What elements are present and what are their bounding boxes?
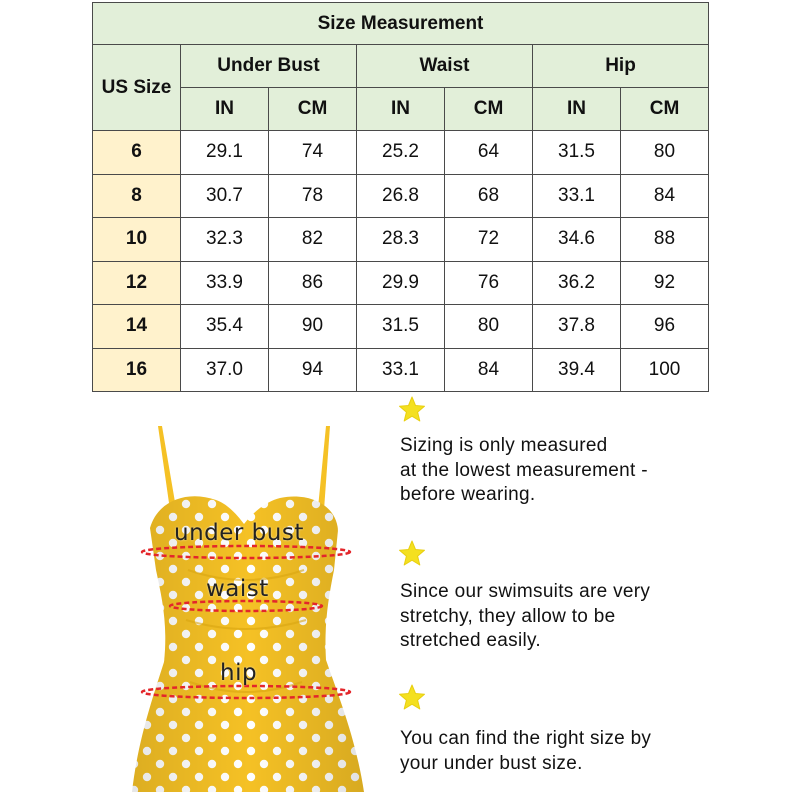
table-cell: 80 — [445, 305, 533, 349]
unit-header: IN — [357, 88, 445, 131]
table-cell: 92 — [621, 261, 709, 305]
note-line: stretched easily. — [400, 630, 541, 651]
table-cell: 74 — [269, 131, 357, 175]
note-sizing — [400, 434, 780, 508]
table-cell: 39.4 — [533, 348, 621, 392]
table-body — [93, 131, 709, 392]
star-icon — [397, 395, 427, 425]
table-cell: 32.3 — [181, 218, 269, 262]
table-cell: 68 — [445, 174, 533, 218]
us-size-header: US Size — [93, 45, 181, 131]
hip-label: hip — [220, 660, 258, 686]
table-cell: 29.9 — [357, 261, 445, 305]
unit-header: CM — [621, 88, 709, 131]
star-icon — [397, 539, 427, 569]
note-line: Since our swimsuits are very — [400, 581, 651, 602]
table-cell: 34.6 — [533, 218, 621, 262]
note-line: your under bust size. — [400, 752, 583, 774]
table-cell: 33.9 — [181, 261, 269, 305]
table-row — [93, 131, 709, 175]
table-cell: 26.8 — [357, 174, 445, 218]
unit-header: IN — [181, 88, 269, 131]
table-title: Size Measurement — [93, 3, 709, 45]
table-cell: 33.1 — [357, 348, 445, 392]
note-line: Sizing is only measured — [400, 435, 608, 456]
table-cell: 30.7 — [181, 174, 269, 218]
under-bust-label: under bust — [174, 520, 304, 546]
table-cell: 31.5 — [357, 305, 445, 349]
swimsuit-illustration — [128, 420, 368, 800]
table-cell: 31.5 — [533, 131, 621, 175]
note-line: You can find the right size by — [400, 728, 652, 749]
note-line: before wearing. — [400, 484, 536, 505]
table-cell: 100 — [621, 348, 709, 392]
us-size-cell: 10 — [93, 218, 181, 262]
table-cell: 36.2 — [533, 261, 621, 305]
note-under-bust — [400, 727, 780, 776]
table-cell: 86 — [269, 261, 357, 305]
table-cell: 76 — [445, 261, 533, 305]
table-row — [93, 174, 709, 218]
table-cell: 96 — [621, 305, 709, 349]
table-cell: 29.1 — [181, 131, 269, 175]
group-header-hip: Hip — [533, 45, 709, 88]
table-cell: 64 — [445, 131, 533, 175]
us-size-cell: 14 — [93, 305, 181, 349]
note-line: at the lowest measurement - — [400, 459, 648, 481]
waist-label: waist — [206, 576, 269, 602]
table-cell: 84 — [445, 348, 533, 392]
table-cell: 37.8 — [533, 305, 621, 349]
table-cell: 80 — [621, 131, 709, 175]
swimsuit-image — [128, 420, 368, 800]
table-cell: 35.4 — [181, 305, 269, 349]
table-cell: 90 — [269, 305, 357, 349]
us-size-cell: 16 — [93, 348, 181, 392]
table-cell: 33.1 — [533, 174, 621, 218]
us-size-cell: 12 — [93, 261, 181, 305]
table-cell: 72 — [445, 218, 533, 262]
table-row — [93, 305, 709, 349]
note-line: stretchy, they allow to be — [400, 605, 616, 627]
us-size-cell: 6 — [93, 131, 181, 175]
table-cell: 78 — [269, 174, 357, 218]
unit-header: IN — [533, 88, 621, 131]
table-cell: 28.3 — [357, 218, 445, 262]
table-row — [93, 261, 709, 305]
table-cell: 37.0 — [181, 348, 269, 392]
unit-header: CM — [445, 88, 533, 131]
table-row — [93, 348, 709, 392]
group-header-waist: Waist — [357, 45, 533, 88]
note-stretchy — [400, 580, 780, 654]
table-cell: 94 — [269, 348, 357, 392]
table-cell: 82 — [269, 218, 357, 262]
table-cell: 25.2 — [357, 131, 445, 175]
group-header-under-bust: Under Bust — [181, 45, 357, 88]
table-cell: 84 — [621, 174, 709, 218]
table-cell: 88 — [621, 218, 709, 262]
table-row — [93, 218, 709, 262]
us-size-cell: 8 — [93, 174, 181, 218]
unit-header: CM — [269, 88, 357, 131]
size-chart-table — [92, 2, 709, 392]
star-icon — [397, 683, 427, 713]
